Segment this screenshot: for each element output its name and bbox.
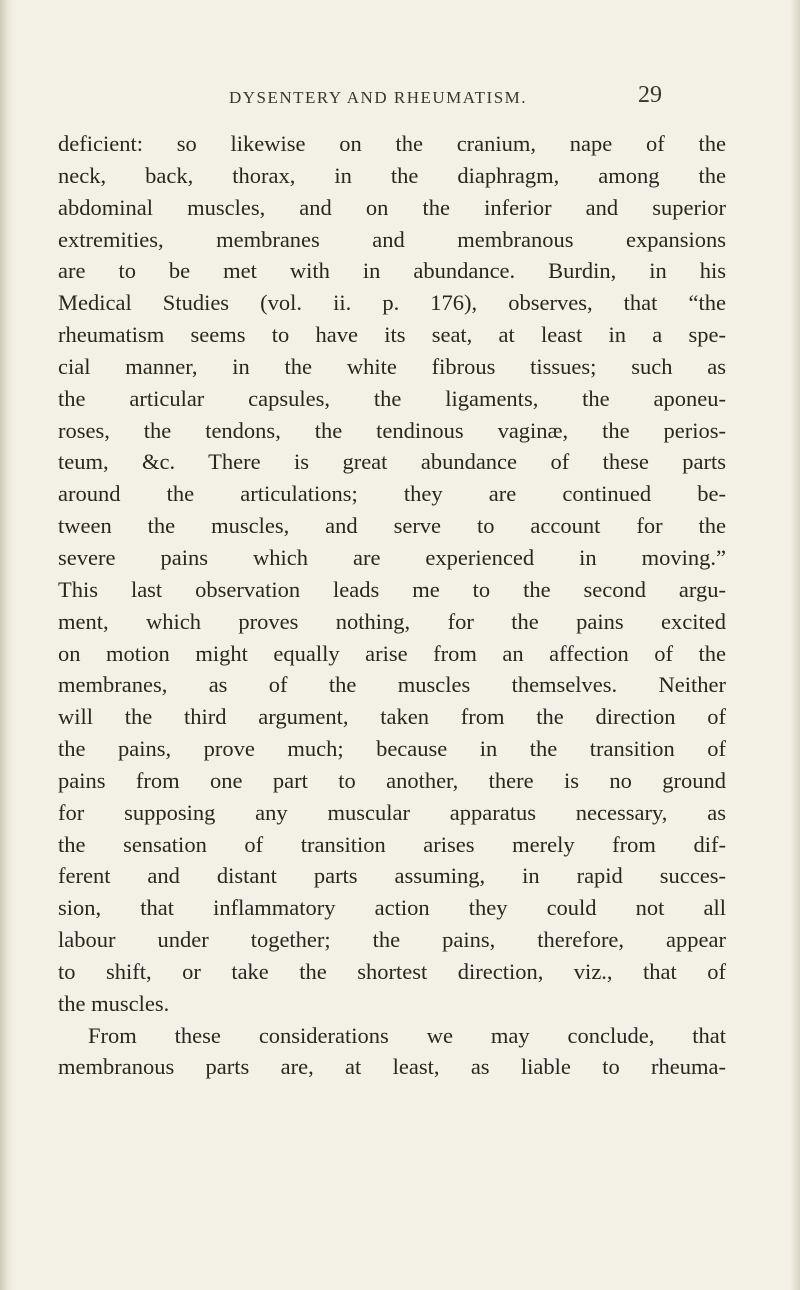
text-line: severe pains which are experienced in moving.” bbox=[58, 544, 726, 570]
text-line: This last observation leads me to the second argu- bbox=[58, 576, 726, 602]
text-line: roses, the tendons, the tendinous vaginæ, the perios- bbox=[58, 417, 726, 443]
text-line: deficient: so likewise on the cranium, nape of the bbox=[58, 131, 726, 156]
text-line: to shift, or take the shortest direction, viz., that of bbox=[58, 958, 726, 984]
text-line: pains from one part to another, there is no ground bbox=[58, 767, 726, 793]
text-line: extremities, membranes and membranous expansions bbox=[58, 226, 726, 252]
page-edge-shadow-left bbox=[0, 0, 14, 1290]
body-text bbox=[58, 128, 726, 1083]
text-line: sion, that inflammatory action they could not all bbox=[58, 895, 726, 921]
page-edge-shadow-right bbox=[790, 0, 800, 1290]
text-line: on motion might equally arise from an affection of the bbox=[58, 640, 726, 666]
text-line: are to be met with in abundance. Burdin, in his bbox=[58, 258, 726, 284]
text-line: From these considerations we may conclude, that bbox=[88, 1022, 726, 1048]
text-line: membranes, as of the muscles themselves. Neither bbox=[58, 672, 726, 698]
text-line: cial manner, in the white fibrous tissues; such as bbox=[58, 353, 726, 379]
text-line: Medical Studies (vol. ii. p. 176), observes, that “the bbox=[58, 290, 726, 316]
running-title: DYSENTERY AND RHEUMATISM. bbox=[228, 88, 528, 107]
text-line: for supposing any muscular apparatus necessary, as bbox=[58, 799, 726, 825]
text-line: the pains, prove much; because in the transition of bbox=[58, 736, 726, 762]
text-line: rheumatism seems to have its seat, at least in a spe- bbox=[58, 322, 726, 348]
text-line: abdominal muscles, and on the inferior and superior bbox=[58, 194, 726, 220]
text-line: the articular capsules, the ligaments, the aponeu- bbox=[58, 385, 726, 411]
text-line: membranous parts are, at least, as liable to rheuma- bbox=[58, 1054, 726, 1080]
text-line: neck, back, thorax, in the diaphragm, among the bbox=[58, 162, 726, 188]
text-line: teum, &c. There is great abundance of these parts bbox=[58, 449, 726, 475]
text-line: the muscles. bbox=[58, 990, 170, 1016]
text-line: around the articulations; they are continued be- bbox=[58, 481, 726, 507]
running-head bbox=[98, 82, 662, 114]
text-line: tween the muscles, and serve to account for the bbox=[58, 513, 726, 539]
text-line: ment, which proves nothing, for the pains excited bbox=[58, 608, 726, 634]
text-line: the sensation of transition arises merely from dif- bbox=[58, 831, 726, 857]
page-number: 29 bbox=[638, 82, 662, 108]
text-line: will the third argument, taken from the direction of bbox=[58, 704, 726, 730]
text-line: labour under together; the pains, therefore, appear bbox=[58, 927, 726, 953]
text-line: ferent and distant parts assuming, in rapid succes- bbox=[58, 863, 726, 889]
